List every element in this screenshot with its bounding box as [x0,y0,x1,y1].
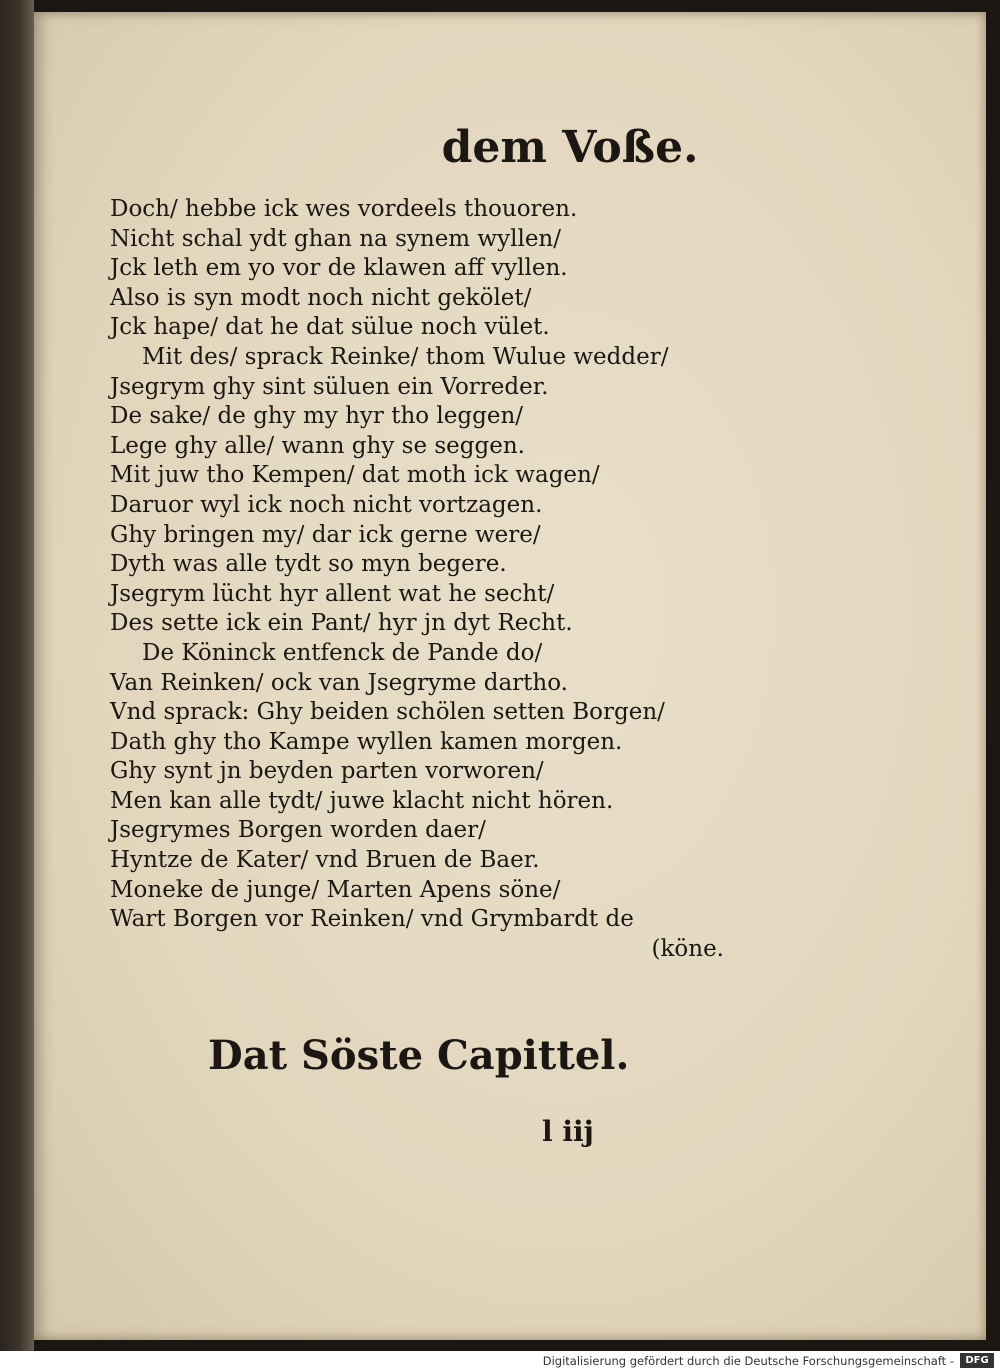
digitization-footer [0,1351,1000,1371]
verse-line: Jsegrymes Borgen worden daer/ [110,817,486,844]
verse-line: Ghy bringen my/ dar ick gerne were/ [110,521,541,548]
chapter-heading: Dat Söste Capittel. [208,1032,630,1079]
verse-line: De Köninck entfenck de Pande do/ [142,639,543,666]
verse-line: Mit des/ sprack Reinke/ thom Wulue wedder/ [142,343,669,370]
verse-line: (köne. [651,935,724,962]
verse-line: De sake/ de ghy my hyr tho leggen/ [110,403,524,430]
verse-line: Doch/ hebbe ick wes vordeels thouoren. [110,196,578,222]
verse-block [110,195,730,964]
verse-line: Jck leth em yo vor de klawen aff vyllen. [110,255,568,282]
verse-line: Van Reinken/ ock van Jsegryme dartho. [110,669,568,696]
verse-line: Moneke de junge/ Marten Apens söne/ [110,876,561,903]
dfg-logo: DFG [960,1353,994,1368]
verse-line: Lege ghy alle/ wann ghy se seggen. [110,432,525,459]
verse-line: Vnd sprack: Ghy beiden schölen setten Borgen/ [110,699,665,726]
footer-credit: Digitalisierung gefördert durch die Deutsche Forschungsgemeinschaft - [542,1354,954,1368]
running-head: dem Voße. [441,122,699,173]
verse-line: Dyth was alle tydt so myn begere. [110,551,507,578]
verse-line: Des sette ick ein Pant/ hyr jn dyt Recht. [110,610,573,637]
verse-line: Jck hape/ dat he dat sülue noch vület. [110,314,550,341]
verse-line: Jsegrym ghy sint süluen ein Vorreder. [110,373,549,400]
book-page [34,12,986,1340]
verse-line: Dath ghy tho Kampe wyllen kamen morgen. [110,728,623,755]
verse-line: Men kan alle tydt/ juwe klacht nicht hören. [110,787,614,814]
verse-line: Ghy synt jn beyden parten vorworen/ [110,758,544,785]
verse-line: Also is syn modt noch nicht gekölet/ [110,284,532,311]
verse-line: Hyntze de Kater/ vnd Bruen de Baer. [110,847,540,874]
book-spine [0,0,34,1351]
verse-line: Nicht schal ydt ghan na synem wyllen/ [110,225,561,252]
verse-line: Jsegrym lücht hyr allent wat he secht/ [110,580,555,607]
signature-mark: l iij [542,1115,594,1148]
verse-line: Daruor wyl ick noch nicht vortzagen. [110,491,543,518]
verse-line: Wart Borgen vor Reinken/ vnd Grymbardt de [110,906,634,933]
verse-line: Mit juw tho Kempen/ dat moth ick wagen/ [110,462,600,489]
